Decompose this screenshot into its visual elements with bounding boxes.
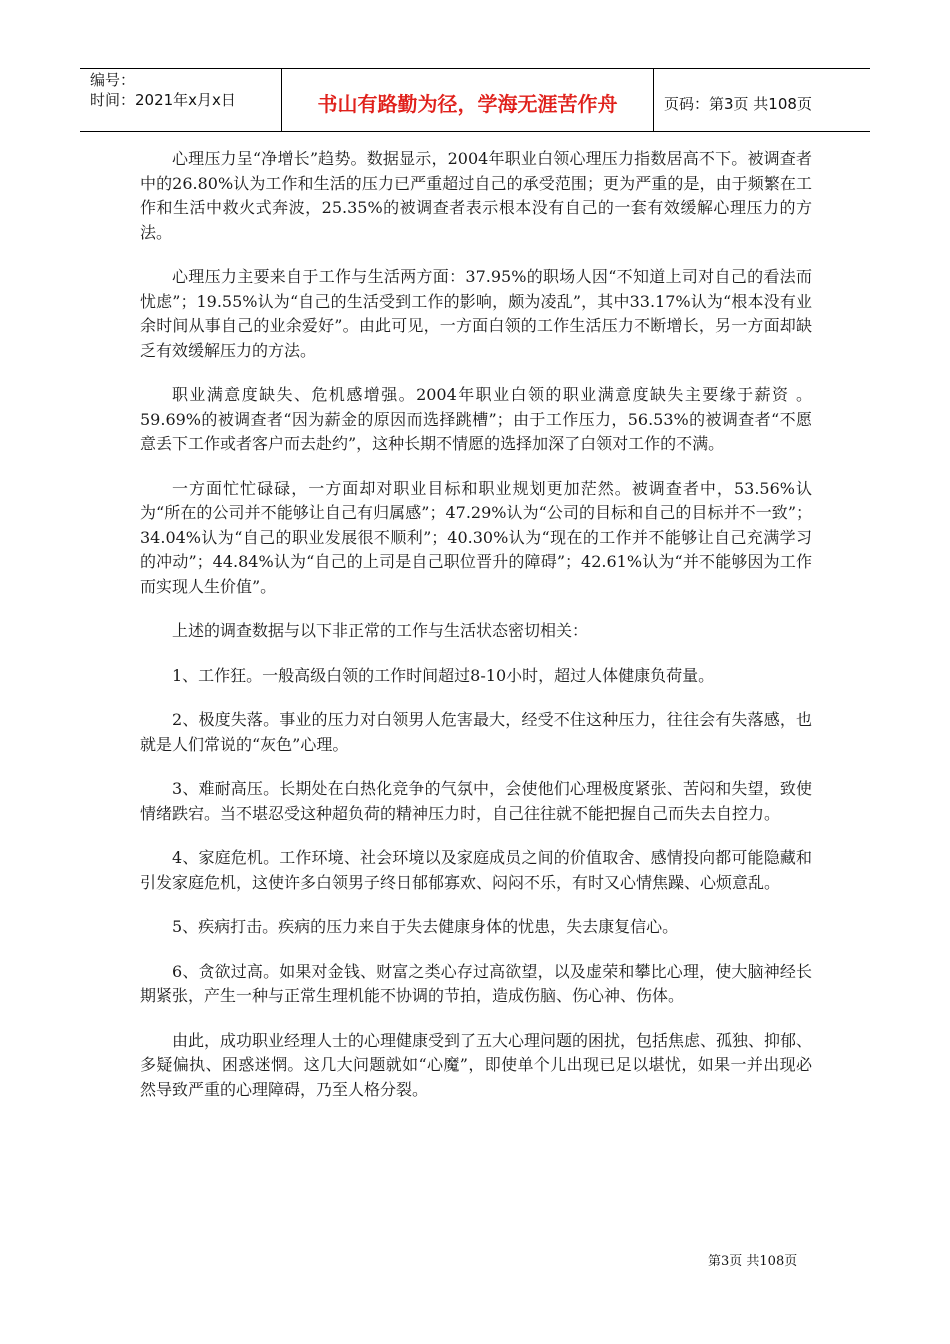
page-header xyxy=(80,68,870,132)
paragraph: 心理压力呈“净增长”趋势。数据显示，2004年职业白领心理压力指数居高不下。被调查者中的26.80%认为工作和生活的压力已严重超过自己的承受范围；更为严重的是，由于频繁在工作和生活中救火式奔波，25.35%的被调查者表示根本没有自己的一套有效缓解心理压力的方法。 xyxy=(140,149,812,242)
document-body xyxy=(140,147,812,1122)
paragraph: 职业满意度缺失、危机感增强。2004年职业白领的职业满意度缺失主要缘于薪资 。59.69%的被调查者“因为薪金的原因而选择跳槽”；由于工作压力，56.53%的被调查者“不愿意丢下工作或者客户而去赴约”，这种长期不情愿的选择加深了白领对工作的不满。 xyxy=(140,385,812,453)
header-motto: 书山有路勤为径，学海无涯苦作舟 xyxy=(282,69,654,131)
list-item: 3、难耐高压。长期处在白热化竞争的气氛中，会使他们心理极度紧张、苦闷和失望，致使情绪跌宕。当不堪忍受这种超负荷的精神压力时，自己往往就不能把握自己而失去自控力。 xyxy=(140,779,812,823)
paragraph: 上述的调查数据与以下非正常的工作与生活状态密切相关： xyxy=(172,621,589,640)
list-item: 1、工作狂。一般高级白领的工作时间超过8-10小时，超过人体健康负荷量。 xyxy=(172,665,715,685)
list-item: 6、贪欲过高。如果对金钱、财富之类心存过高欲望，以及虚荣和攀比心理，使大脑神经长期紧张，产生一种与正常生理机能不协调的节拍，造成伤脑、伤心神、伤体。 xyxy=(140,961,812,1005)
document-number-label: 编号： xyxy=(90,71,136,89)
document-date: 时间：2021年x月x日 xyxy=(90,91,236,109)
page-footer: 第3页 共108页 xyxy=(708,1254,798,1269)
header-page-info: 页码：第3页 共108页 xyxy=(664,94,812,113)
list-item: 2、极度失落。事业的压力对白领男人危害最大，经受不住这种压力，往往会有失落感，也就是人们常说的“灰色”心理。 xyxy=(140,710,812,754)
paragraph: 由此，成功职业经理人士的心理健康受到了五大心理问题的困扰，包括焦虑、孤独、抑郁、多疑偏执、困惑迷惘。这几大问题就如“心魔”，即使单个儿出现已足以堪忧，如果一并出现必然导致严重的心理障碍，乃至人格分裂。 xyxy=(140,1030,813,1099)
header-meta xyxy=(80,69,282,131)
list-item: 4、家庭危机。工作环境、社会环境以及家庭成员之间的价值取舍、感情投向都可能隐藏和引发家庭危机，这使许多白领男子终日郁郁寡欢、闷闷不乐，有时又心情焦躁、心烦意乱。 xyxy=(140,848,812,892)
list-item: 5、疾病打击。疾病的压力来自于失去健康身体的忧患，失去康复信心。 xyxy=(172,917,679,936)
paragraph: 一方面忙忙碌碌，一方面却对职业目标和职业规划更加茫然。被调查者中，53.56%认为“所在的公司并不能够让自己有归属感”；47.29%认为“公司的目标和自己的目标并不一致”；34.04%认为“自己的职业发展很不顺利”；40.30%认为“现在的工作并不能够让自己充满学习的冲动”；44.84%认为“自己的上司是自己职位晋升的障碍”；42.61%认为“并不能够因为工作而实现人生价值”。 xyxy=(140,478,812,596)
paragraph: 心理压力主要来自于工作与生活两方面：37.95%的职场人因“不知道上司对自己的看法而忧虑”；19.55%认为“自己的生活受到工作的影响，颇为凌乱”，其中33.17%认为“根本没有业余时间从事自己的业余爱好”。由此可见，一方面白领的工作生活压力不断增长，另一方面却缺乏有效缓解压力的方法。 xyxy=(140,267,812,360)
